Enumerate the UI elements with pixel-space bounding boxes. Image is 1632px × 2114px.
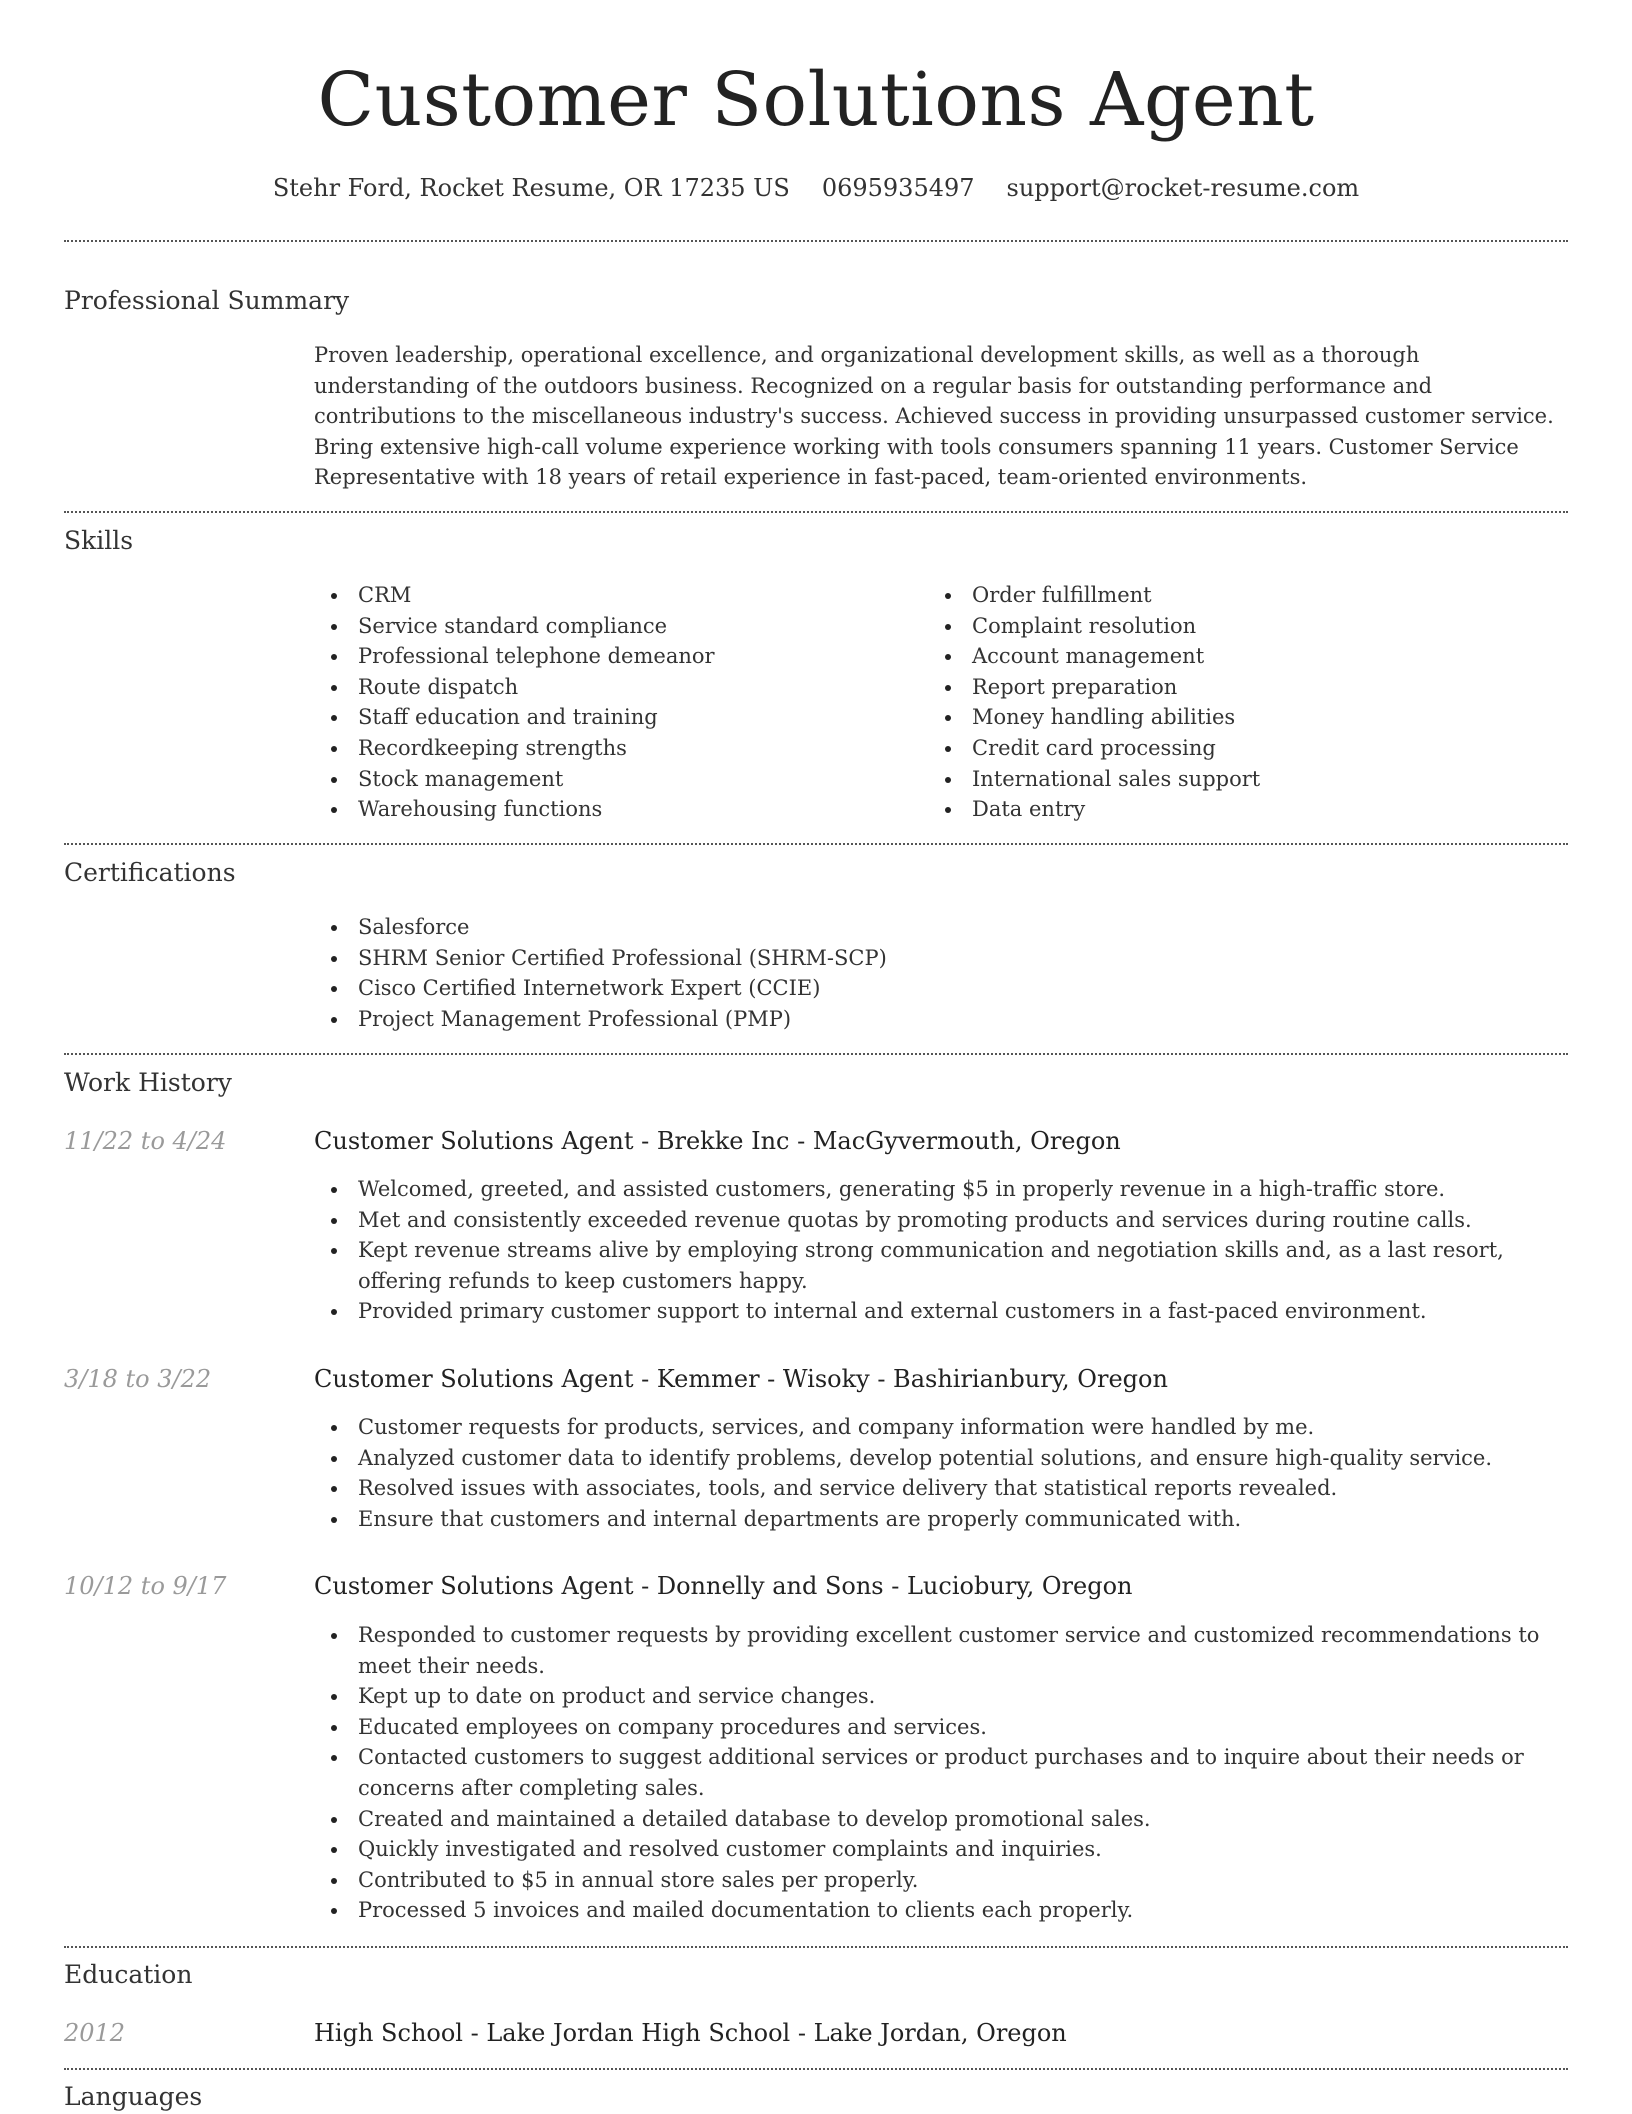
skill-item: Account management <box>928 641 1568 672</box>
section-title-summary: Professional Summary <box>64 286 350 315</box>
certifications-list <box>314 912 1568 1034</box>
skill-item: International sales support <box>928 764 1568 795</box>
job-bullet: Ensure that customers and internal departments are properly communicated with. <box>314 1504 1568 1535</box>
candidate-title: Customer Solutions Agent <box>317 57 1315 143</box>
section-title-languages: Languages <box>64 2082 203 2111</box>
contact-phone: 0695935497 <box>821 174 975 202</box>
education-year: 2012 <box>64 2019 126 2047</box>
certification-item: Salesforce <box>314 912 1568 943</box>
skill-item: Route dispatch <box>314 672 914 703</box>
job-bullets <box>314 1412 1568 1534</box>
section-divider <box>64 1053 1568 1055</box>
section-title-work-history: Work History <box>64 1068 232 1097</box>
section-divider <box>64 511 1568 513</box>
skill-item: Complaint resolution <box>928 611 1568 642</box>
skill-item: Stock management <box>314 764 914 795</box>
job-bullets <box>314 1174 1568 1327</box>
section-divider <box>64 2068 1568 2070</box>
job-title: Customer Solutions Agent - Donnelly and Sons - Luciobury, Oregon <box>314 1572 1133 1600</box>
section-title-education: Education <box>64 1960 193 1989</box>
section-divider <box>64 843 1568 845</box>
skill-item: Professional telephone demeanor <box>314 641 914 672</box>
skill-item: Money handling abilities <box>928 702 1568 733</box>
job-dates: 3/18 to 3/22 <box>64 1365 212 1393</box>
section-divider <box>64 1946 1568 1948</box>
contact-email[interactable]: support@rocket-resume.com <box>1006 174 1360 202</box>
job-bullet: Resolved issues with associates, tools, and service delivery that statistical reports revealed. <box>314 1473 1568 1504</box>
job-bullets <box>314 1620 1568 1926</box>
job-bullet: Kept revenue streams alive by employing strong communication and negotiation skills and, as a last resort, offering refunds to keep customers happy. <box>314 1235 1568 1296</box>
job-bullet: Welcomed, greeted, and assisted customers, generating $5 in properly revenue in a high-traffic store. <box>314 1174 1568 1205</box>
skill-item: Order fulfillment <box>928 580 1568 611</box>
certification-item: SHRM Senior Certified Professional (SHRM-SCP) <box>314 943 1568 974</box>
job-bullet: Processed 5 invoices and mailed documentation to clients each properly. <box>314 1895 1568 1926</box>
job-dates: 11/22 to 4/24 <box>64 1127 227 1155</box>
job-bullet: Kept up to date on product and service changes. <box>314 1681 1568 1712</box>
summary-text: Proven leadership, operational excellence, and organizational development skills, as well as a thorough understanding of the outdoors business. Recognized on a regular basis for outstanding performance and contributions to the miscellaneous industry's success. Achieved success in providing unsurpassed customer service. Bring extensive high-call volume experience working with tools consumers spanning 11 years. Customer Service Representative with 18 years of retail experience in fast-paced, team-oriented environments. <box>314 343 1554 490</box>
certification-item: Cisco Certified Internetwork Expert (CCIE) <box>314 973 1568 1004</box>
job-bullet: Contributed to $5 in annual store sales per properly. <box>314 1865 1568 1896</box>
education-entry: High School - Lake Jordan High School - Lake Jordan, Oregon <box>314 2019 1067 2047</box>
section-divider <box>64 240 1568 242</box>
skill-item: Report preparation <box>928 672 1568 703</box>
skill-item: Data entry <box>928 794 1568 825</box>
job-dates: 10/12 to 9/17 <box>64 1572 227 1600</box>
skills-list-right <box>928 580 1568 825</box>
skill-item: CRM <box>314 580 914 611</box>
job-bullet: Created and maintained a detailed database to develop promotional sales. <box>314 1804 1568 1835</box>
section-title-skills: Skills <box>64 526 134 555</box>
job-bullet: Provided primary customer support to internal and external customers in a fast-paced environment. <box>314 1296 1568 1327</box>
skill-item: Staff education and training <box>314 702 914 733</box>
job-title: Customer Solutions Agent - Brekke Inc - MacGyvermouth, Oregon <box>314 1127 1121 1155</box>
contact-line <box>64 170 1568 206</box>
contact-address: Stehr Ford, Rocket Resume, OR 17235 US <box>272 174 790 202</box>
certification-item: Project Management Professional (PMP) <box>314 1004 1568 1035</box>
job-bullet: Educated employees on company procedures and services. <box>314 1712 1568 1743</box>
skill-item: Credit card processing <box>928 733 1568 764</box>
job-bullet: Responded to customer requests by providing excellent customer service and customized recommendations to meet their needs. <box>314 1620 1568 1681</box>
job-title: Customer Solutions Agent - Kemmer - Wisoky - Bashirianbury, Oregon <box>314 1365 1168 1393</box>
job-bullet: Quickly investigated and resolved customer complaints and inquiries. <box>314 1834 1568 1865</box>
skill-item: Recordkeeping strengths <box>314 733 914 764</box>
section-title-certifications: Certifications <box>64 858 236 887</box>
skills-list-left <box>314 580 914 825</box>
skill-item: Service standard compliance <box>314 611 914 642</box>
job-bullet: Analyzed customer data to identify problems, develop potential solutions, and ensure high-quality service. <box>314 1443 1568 1474</box>
job-bullet: Customer requests for products, services, and company information were handled by me. <box>314 1412 1568 1443</box>
job-bullet: Contacted customers to suggest additional services or product purchases and to inquire about their needs or concerns after completing sales. <box>314 1742 1568 1803</box>
skill-item: Warehousing functions <box>314 794 914 825</box>
job-bullet: Met and consistently exceeded revenue quotas by promoting products and services during routine calls. <box>314 1205 1568 1236</box>
